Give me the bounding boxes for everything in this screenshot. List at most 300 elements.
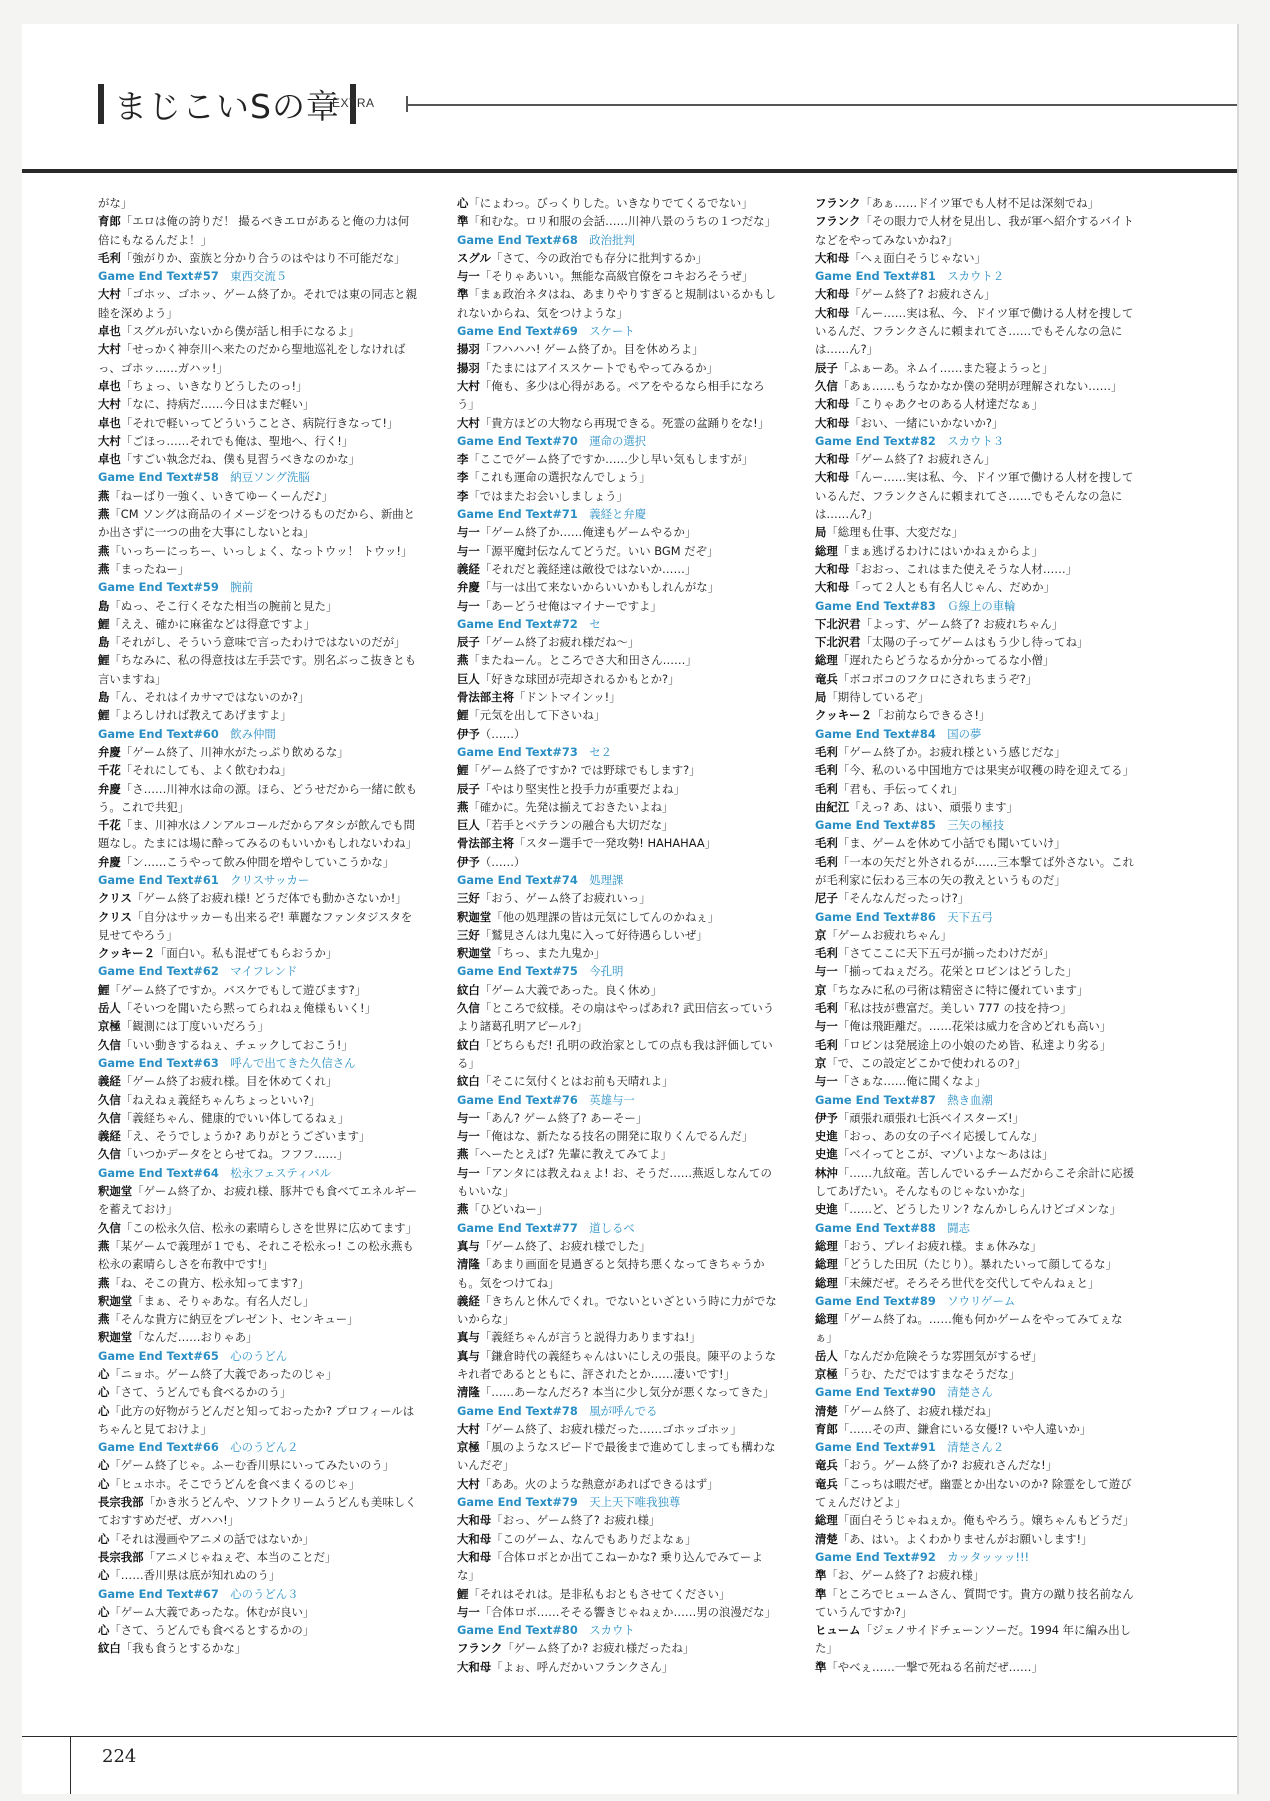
dialogue-line xyxy=(98,688,418,706)
dialogue-text: 「どうした田尻（たじり）。暴れたいって顔してるな」 xyxy=(837,1257,1117,1272)
speaker-name: 毛利 xyxy=(815,781,838,796)
speaker-name: 準 xyxy=(457,214,469,229)
dialogue-line xyxy=(815,1621,1135,1658)
speaker-name: 毛利 xyxy=(815,854,838,869)
dialogue-line xyxy=(98,1127,418,1145)
dialogue-text: 「揃ってねぇだろ。花栄とロビンはどうした」 xyxy=(837,964,1078,979)
heading-number: Game End Text#71 xyxy=(457,507,578,522)
dialogue-line xyxy=(815,1274,1135,1292)
dialogue-line xyxy=(98,432,418,450)
speaker-name: 鯉 xyxy=(98,616,110,631)
game-end-text-heading xyxy=(457,505,777,523)
speaker-name: 毛利 xyxy=(815,1037,838,1052)
heading-title: 今孔明 xyxy=(589,964,624,979)
dialogue-line xyxy=(98,1237,418,1274)
dialogue-text: 「なに、持病だ……今日はまだ軽い」 xyxy=(120,397,315,412)
dialogue-line xyxy=(98,1219,418,1237)
dialogue-line xyxy=(98,944,418,962)
dialogue-line xyxy=(815,798,1135,816)
speaker-name: 巨人 xyxy=(457,818,480,833)
game-end-text-heading xyxy=(457,1621,777,1639)
game-end-text-heading xyxy=(98,1347,418,1365)
speaker-name: 燕 xyxy=(457,799,469,814)
dialogue-text: 「ねえねぇ義経ちゃんちょっといい?」 xyxy=(120,1092,321,1107)
speaker-name: 育郎 xyxy=(815,1421,838,1436)
dialogue-text: 「こりゃあクセのある人材達だなぁ」 xyxy=(849,397,1043,412)
dialogue-text: 「ぬっ、そこ行くそなた相当の腕前と見た」 xyxy=(109,598,338,613)
dialogue-line xyxy=(457,414,777,432)
heading-title: マイフレンド xyxy=(230,964,298,979)
speaker-name: フランク xyxy=(457,1641,503,1656)
game-end-text-heading xyxy=(815,1219,1135,1237)
dialogue-text: 「頑張れ頑張れ七浜ベイスターズ!」 xyxy=(837,1110,1024,1125)
speaker-name: 弁慶 xyxy=(457,580,480,595)
speaker-name: 辰子 xyxy=(457,781,480,796)
speaker-name: 骨法部主将 xyxy=(457,836,514,851)
dialogue-line xyxy=(815,1347,1135,1365)
dialogue-text: 「自分はサッカーも出来るぞ! 華麗なファンタジスタを見せてやろう」 xyxy=(98,909,413,942)
dialogue-text: 「ゲーム終了じゃ。ふーむ香川県にいってみたいのう」 xyxy=(109,1458,395,1473)
dialogue-text: 「ジェノサイドチェーンソーだ。1994 年に編み出した」 xyxy=(815,1623,1132,1656)
dialogue-text: 「そりゃあいい。無能な高級官僚をコキおろそうぜ」 xyxy=(479,269,754,284)
dialogue-text: 「さてここに天下五弓が揃ったわけだが」 xyxy=(837,946,1055,961)
dialogue-text: 「それだと義経達は敵役ではないか……」 xyxy=(479,561,697,576)
dialogue-line xyxy=(98,285,418,322)
game-end-text-heading xyxy=(457,743,777,761)
heading-number: Game End Text#58 xyxy=(98,470,219,485)
dialogue-line xyxy=(98,1017,418,1035)
heading-number: Game End Text#86 xyxy=(815,909,936,924)
dialogue-line xyxy=(815,1054,1135,1072)
dialogue-line xyxy=(98,322,418,340)
dialogue-line xyxy=(98,450,418,468)
dialogue-text: 「……ど、どうしたリン? なんかしらんけどゴメンな」 xyxy=(837,1202,1121,1217)
game-end-text-heading xyxy=(98,578,418,596)
dialogue-text: 「あーどうせ俺はマイナーですよ」 xyxy=(479,598,662,613)
speaker-name: 大和母 xyxy=(815,415,850,430)
heading-number: Game End Text#61 xyxy=(98,872,219,887)
heading-title: 義経と弁慶 xyxy=(589,507,647,522)
heading-number: Game End Text#67 xyxy=(98,1586,219,1601)
dialogue-line xyxy=(815,999,1135,1017)
speaker-name: 燕 xyxy=(98,561,110,576)
speaker-name: 弁慶 xyxy=(98,854,121,869)
speaker-name: 清隆 xyxy=(457,1257,480,1272)
speaker-name: 三好 xyxy=(457,927,480,942)
dialogue-text: 「義経ちゃん、健康的でいい体してるねぇ」 xyxy=(120,1110,350,1125)
game-end-text-heading xyxy=(457,871,777,889)
dialogue-line xyxy=(457,1658,777,1676)
dialogue-text: 「その眼力で人材を見出し、我が軍へ紹介するバイトなどをやってみないかね?」 xyxy=(815,214,1134,247)
dialogue-text: 「ドントマインッ!」 xyxy=(513,690,621,705)
speaker-name: 与一 xyxy=(815,964,838,979)
heading-title: スカウト３ xyxy=(947,433,1005,448)
dialogue-text: 「面白い。私も混ぜてもらおうか」 xyxy=(154,946,338,961)
speaker-name: 与一 xyxy=(457,598,480,613)
dialogue-text: 「それは漫画やアニメの話ではないか」 xyxy=(109,1531,314,1546)
heading-title: スカウト xyxy=(589,1623,635,1638)
dialogue-text: 「ちょっ、いきなりどうしたのっ!」 xyxy=(120,378,308,393)
speaker-name: 京極 xyxy=(457,1440,480,1455)
dialogue-text: 「ゲーム終了、お疲れ様でした」 xyxy=(479,1238,651,1253)
speaker-name: 卓也 xyxy=(98,452,121,467)
dialogue-line xyxy=(815,1365,1135,1383)
dialogue-line xyxy=(98,1109,418,1127)
dialogue-line xyxy=(98,414,418,432)
speaker-name: 心 xyxy=(457,196,469,210)
dialogue-text: 「ん、それはイカサマではないのか?」 xyxy=(109,690,310,705)
speaker-name: 総理 xyxy=(815,1275,838,1290)
column-1 xyxy=(98,194,418,1658)
dialogue-line xyxy=(98,1182,418,1219)
dialogue-text: 「にょわっ。びっくりした。いきなりでてくるでない」 xyxy=(468,196,753,210)
dialogue-text: 「ゲーム終了ですか? では野球でもします?」 xyxy=(468,763,701,778)
dialogue-line xyxy=(815,1237,1135,1255)
heading-title: スカウト２ xyxy=(947,269,1005,284)
dialogue-line xyxy=(815,962,1135,980)
speaker-name: 燕 xyxy=(457,653,469,668)
dialogue-text: 「そこに気付くとはお前も天晴れよ」 xyxy=(479,1074,674,1089)
dialogue-line xyxy=(98,1274,418,1292)
dialogue-text: 「なんだか危険そうな雰囲気がするぜ」 xyxy=(837,1348,1043,1363)
speaker-name: 与一 xyxy=(457,543,480,558)
dialogue-text: 「おおっ、これはまた使えそうな人材……」 xyxy=(849,561,1078,576)
dialogue-line xyxy=(457,651,777,669)
speaker-name: 大和母 xyxy=(815,397,850,412)
speaker-name: 釈迦堂 xyxy=(98,1184,133,1199)
speaker-name: 毛利 xyxy=(815,946,838,961)
dialogue-text: 「風のようなスピードで最後まで進めてしまっても構わないんだぞ」 xyxy=(457,1440,776,1473)
speaker-name: 清楚 xyxy=(815,1403,838,1418)
dialogue-line xyxy=(98,1145,418,1163)
dialogue-text: 「それがし、そういう意味で言ったわけではないのだが」 xyxy=(109,635,406,650)
dialogue-line xyxy=(815,1511,1135,1529)
speaker-name: 京 xyxy=(815,1055,827,1070)
speaker-name: 卓也 xyxy=(98,415,121,430)
dialogue-text: 「与一は出て来ないからいいかもしれんがな」 xyxy=(479,580,720,595)
speaker-name: 心 xyxy=(98,1476,110,1491)
dialogue-text: 「フハハハ! ゲーム終了か。目を休めろよ」 xyxy=(479,342,704,357)
heading-title: 処理課 xyxy=(589,872,624,887)
dialogue-line xyxy=(98,1456,418,1474)
heading-number: Game End Text#82 xyxy=(815,433,936,448)
dialogue-text: 「源平魔封伝なんてどうだ。いい BGM だぞ」 xyxy=(479,543,719,558)
dialogue-text: 「この松永久信、松永の素晴らしさを世界に広めてます」 xyxy=(120,1220,417,1235)
dialogue-text: 「ゲーム終了か。お疲れ様という感じだな」 xyxy=(837,744,1066,759)
dialogue-line xyxy=(457,1292,777,1329)
dialogue-text: 「さぁな……俺に聞くなよ」 xyxy=(837,1074,986,1089)
dialogue-text: 「若手とベテランの融合も大切だな」 xyxy=(479,818,674,833)
dialogue-text: 「一本の矢だと外されるが……三本撃てば外さない。これが毛利家に伝わる三本の矢の教えというものだ」 xyxy=(815,854,1134,887)
dialogue-text: 「たまにはアイススケートでもやってみるか」 xyxy=(479,360,718,375)
dialogue-text: 「ね、そこの貴方、松永知ってます?」 xyxy=(109,1275,310,1290)
dialogue-line xyxy=(457,377,777,414)
heading-number: Game End Text#76 xyxy=(457,1092,578,1107)
dialogue-text: 「俺も、多少は心得がある。ペアをやるなら相手になろう」 xyxy=(457,378,765,412)
game-end-text-heading xyxy=(815,816,1135,834)
speaker-name: 大和母 xyxy=(457,1531,492,1546)
dialogue-text: 「やはり堅実性と投手力が重要だよね」 xyxy=(479,781,685,796)
speaker-name: 巨人 xyxy=(457,671,480,686)
heading-number: Game End Text#84 xyxy=(815,726,936,741)
heading-title: セ２ xyxy=(589,744,612,759)
speaker-name: 下北沢君 xyxy=(815,616,861,631)
dialogue-text: 「ごほっ……それでも俺は、聖地へ、行く!」 xyxy=(120,433,354,448)
speaker-name: 鯉 xyxy=(457,708,469,723)
dialogue-line xyxy=(815,889,1135,907)
game-end-text-heading xyxy=(457,1091,777,1109)
dialogue-line xyxy=(815,615,1135,633)
dialogue-line xyxy=(815,981,1135,999)
dialogue-line xyxy=(98,487,418,505)
dialogue-text: 「合体ロボとか出てこねーかな? 乗り込んでみてーよな」 xyxy=(457,1549,763,1583)
dialogue-text: 「んー……実は私、今、ドイツ軍で働ける人材を捜しているんだ、フランクさんに頼まれてさ……でもそんなの急には……ん?」 xyxy=(815,305,1134,357)
dialogue-text: 「ま、ゲームを休めて小話でも聞いていけ」 xyxy=(837,836,1066,851)
dialogue-text: 「まぁ政治ネタはね、あまりやりすぎると規制はいるかもしれないからね、気をつけような」 xyxy=(457,287,776,320)
dialogue-text: （……） xyxy=(479,726,526,741)
dialogue-text: 「どちらもだ! 孔明の政治家としての点も我は評価している」 xyxy=(457,1037,773,1070)
heading-title: 闘志 xyxy=(947,1220,970,1235)
dialogue-text: 「CM ソングは商品のイメージをつけるものだから、新曲とか出さずに一つの曲を大事にしないとね」 xyxy=(98,507,416,540)
speaker-name: 大和母 xyxy=(457,1513,492,1528)
dialogue-text: 「なんだ……おりゃあ」 xyxy=(132,1330,258,1345)
dialogue-text: 「ひどいねー」 xyxy=(468,1202,549,1217)
dialogue-text: 「面白そうじゃねぇか。俺もやろう。嬢ちゃんもどうだ」 xyxy=(837,1513,1134,1528)
dialogue-text: 「ちなみに私の弓術は精密さに特に優れています」 xyxy=(826,982,1089,997)
dialogue-text: 「ねーばり一強く、いきてゆーくーんだ♪」 xyxy=(109,488,333,503)
speaker-name: 与一 xyxy=(457,1165,480,1180)
dialogue-text: 「そいつを聞いたら黙ってられねぇ俺様もいく!」 xyxy=(120,1001,376,1016)
dialogue-line xyxy=(98,889,418,907)
dialogue-text: 「まったねー」 xyxy=(109,561,190,576)
speaker-name: 京 xyxy=(815,982,827,997)
speaker-name: 総理 xyxy=(815,543,838,558)
speaker-name: 大村 xyxy=(98,287,121,302)
speaker-name: クッキー２ xyxy=(815,708,872,723)
dialogue-line xyxy=(457,450,777,468)
speaker-name: 与一 xyxy=(457,1110,480,1125)
dialogue-line xyxy=(457,908,777,926)
speaker-name: 心 xyxy=(98,1385,110,1400)
dialogue-line xyxy=(815,359,1135,377)
speaker-name: 史進 xyxy=(815,1129,838,1144)
dialogue-text: 「期待しているぞ」 xyxy=(826,690,929,705)
dialogue-line xyxy=(457,1200,777,1218)
dialogue-line xyxy=(815,853,1135,890)
dialogue-line xyxy=(457,1420,777,1438)
heading-number: Game End Text#68 xyxy=(457,232,578,247)
speaker-name: 千花 xyxy=(98,818,121,833)
dialogue-line xyxy=(457,999,777,1036)
text-columns xyxy=(22,194,1237,1684)
dialogue-line xyxy=(98,1091,418,1109)
speaker-name: 三好 xyxy=(457,891,480,906)
dialogue-line xyxy=(457,359,777,377)
dialogue-line xyxy=(815,1530,1135,1548)
heading-number: Game End Text#88 xyxy=(815,1220,936,1235)
dialogue-text: 「すごい執念だね、僕も見習うべきなのかな」 xyxy=(120,452,361,467)
dialogue-line xyxy=(815,633,1135,651)
game-end-text-heading xyxy=(457,962,777,980)
speaker-name: 釈迦堂 xyxy=(457,946,492,961)
game-end-text-heading xyxy=(815,432,1135,450)
dialogue-text: 「んー……実は私、今、ドイツ軍で働ける人材を捜しているんだ、フランクさんに頼まれてさ……でもそんなの急には……ん?」 xyxy=(815,470,1134,522)
speaker-name: 久信 xyxy=(815,378,838,393)
dialogue-line xyxy=(457,1475,777,1493)
dialogue-line xyxy=(815,1127,1135,1145)
speaker-name: 総理 xyxy=(815,1257,838,1272)
dialogue-text: 「元気を出して下さいね」 xyxy=(468,708,606,723)
speaker-name: 李 xyxy=(457,452,469,467)
dialogue-line xyxy=(815,1456,1135,1474)
dialogue-line xyxy=(98,1566,418,1584)
speaker-name: 鯉 xyxy=(98,708,110,723)
speaker-name: 毛利 xyxy=(815,763,838,778)
heading-title: 心のうどん２ xyxy=(230,1440,299,1455)
speaker-name: 大和母 xyxy=(815,561,850,576)
dialogue-text: 「ゲーム終了ね。……俺も何かゲームをやってみてぇなぁ」 xyxy=(815,1312,1123,1345)
dialogue-text: がな」 xyxy=(98,196,133,210)
speaker-name: 骨法部主将 xyxy=(457,690,514,705)
dialogue-line xyxy=(815,468,1135,523)
document-page xyxy=(22,24,1239,1794)
dialogue-text: 「よろしければ教えてあげますよ」 xyxy=(109,708,292,723)
dialogue-text: 「ちっ、また九鬼か」 xyxy=(491,946,606,961)
dialogue-line xyxy=(457,523,777,541)
dialogue-text: 「ヒュホホ。そこでうどんを食べまくるのじゃ」 xyxy=(109,1476,361,1491)
speaker-name: 李 xyxy=(457,488,469,503)
heading-title: 清楚さん２ xyxy=(947,1440,1005,1455)
speaker-name: 心 xyxy=(98,1458,110,1473)
speaker-name: フランク xyxy=(815,214,861,229)
dialogue-line xyxy=(457,1639,777,1657)
dialogue-line xyxy=(815,1566,1135,1584)
speaker-name: 真与 xyxy=(457,1238,480,1253)
dialogue-line xyxy=(815,780,1135,798)
dialogue-text: 「ゲーム大義であったな。休むが良い」 xyxy=(109,1604,315,1619)
dialogue-line xyxy=(457,1072,777,1090)
dialogue-line xyxy=(815,304,1135,359)
game-end-text-heading xyxy=(98,871,418,889)
speaker-name: 久信 xyxy=(98,1110,121,1125)
dialogue-text: 「ふぁーあ。ネムイ……また寝ようっと」 xyxy=(837,360,1054,375)
dialogue-line xyxy=(457,889,777,907)
speaker-name: 京極 xyxy=(98,1019,121,1034)
speaker-name: 義経 xyxy=(457,1293,480,1308)
dialogue-text: 「今、私のいる中国地方では果実が収穫の時を迎えてる」 xyxy=(837,763,1134,778)
heading-number: Game End Text#64 xyxy=(98,1165,219,1180)
dialogue-text: 「ゲーム終了お疲れ様だね～」 xyxy=(479,635,640,650)
dialogue-line xyxy=(815,1658,1135,1676)
heading-number: Game End Text#65 xyxy=(98,1348,219,1363)
dialogue-line xyxy=(457,1585,777,1603)
dialogue-line xyxy=(815,706,1135,724)
speaker-name: 毛利 xyxy=(815,744,838,759)
dialogue-line xyxy=(815,1200,1135,1218)
speaker-name: 心 xyxy=(98,1531,110,1546)
dialogue-text: 「此方の好物がうどんだと知っておったか? プロフィールはちゃんと見ておけよ」 xyxy=(98,1403,415,1436)
dialogue-line xyxy=(457,1255,777,1292)
heading-number: Game End Text#69 xyxy=(457,324,578,339)
speaker-name: スグル xyxy=(457,250,491,265)
speaker-name: 島 xyxy=(98,598,110,613)
dialogue-line xyxy=(457,1036,777,1073)
dialogue-text: 「アニメじゃねぇぞ、本当のことだ」 xyxy=(143,1549,337,1564)
game-end-text-heading xyxy=(457,322,777,340)
dialogue-line xyxy=(457,249,777,267)
heading-title: 呼んで出てきた久信さん xyxy=(230,1055,356,1070)
heading-title: スケート xyxy=(589,324,635,339)
dialogue-line xyxy=(457,597,777,615)
dialogue-text: 「ところで紋様。その扇はやっぱあれ? 武田信玄っていうより諸葛孔明アピール?」 xyxy=(457,1001,775,1034)
heading-title: 心のうどん xyxy=(230,1348,288,1363)
dialogue-text: 「お、ゲーム終了? お疲れ様」 xyxy=(826,1568,985,1583)
dialogue-text: 「ま、川神水はノンアルコールだからアタシが飲んでも問題なし。たまには場に酔ってみるのもいいかもしれないわね」 xyxy=(98,818,417,851)
heading-number: Game End Text#75 xyxy=(457,964,578,979)
speaker-name: 久信 xyxy=(98,1147,121,1162)
dialogue-line xyxy=(815,1585,1135,1622)
speaker-name: 京 xyxy=(815,927,827,942)
speaker-name: 伊予 xyxy=(815,1110,838,1125)
speaker-name: クッキー２ xyxy=(98,946,155,961)
speaker-name: 毛利 xyxy=(815,1001,838,1016)
speaker-name: 大村 xyxy=(457,1476,480,1491)
speaker-name: 伊予 xyxy=(457,854,480,869)
heading-number: Game End Text#70 xyxy=(457,433,578,448)
heading-number: Game End Text#80 xyxy=(457,1623,578,1638)
dialogue-text: 「ベイってとこが、マゾいよな～あはは」 xyxy=(837,1147,1054,1162)
speaker-name: ヒューム xyxy=(815,1623,861,1638)
speaker-name: 与一 xyxy=(815,1074,838,1089)
dialogue-line xyxy=(98,615,418,633)
dialogue-text: 「まぁ、そりゃあな。有名人だし」 xyxy=(132,1293,315,1308)
dialogue-line xyxy=(98,597,418,615)
dialogue-text: 「ン……こうやって飲み仲間を増やしていこうかな」 xyxy=(120,854,395,869)
dialogue-text: 「えっ? あ、はい、頑張ります」 xyxy=(849,799,1018,814)
speaker-name: 燕 xyxy=(457,1147,469,1162)
speaker-name: 与一 xyxy=(457,1129,480,1144)
dialogue-line xyxy=(457,926,777,944)
speaker-name: 毛利 xyxy=(98,250,121,265)
dialogue-line xyxy=(815,212,1135,249)
speaker-name: 与一 xyxy=(457,1604,480,1619)
dialogue-line xyxy=(98,1310,418,1328)
dialogue-line xyxy=(457,780,777,798)
dialogue-text: 「あぁ……もうなかなか僕の発明が理解されない……」 xyxy=(837,378,1123,393)
dialogue-line xyxy=(815,1402,1135,1420)
heading-title: 道しるべ xyxy=(589,1220,635,1235)
speaker-name: 大和母 xyxy=(815,580,850,595)
dialogue-text: 「ゴホッ、ゴホッ、ゲーム終了か。それでは東の同志と親睦を深めよう」 xyxy=(98,287,417,320)
dialogue-line xyxy=(98,908,418,945)
speaker-name: 鯉 xyxy=(457,1586,469,1601)
dialogue-line xyxy=(457,1237,777,1255)
dialogue-line xyxy=(457,267,777,285)
speaker-name: 与一 xyxy=(457,525,480,540)
dialogue-text: 「俺は飛距離だ。……花栄は威力を含めどれも高い」 xyxy=(837,1019,1112,1034)
dialogue-text: 「……九紋竜。苦しんでいるチームだからこそ余計に応援してあげたい。そんなものじゃないかな」 xyxy=(815,1165,1134,1199)
dialogue-line xyxy=(98,560,418,578)
dialogue-text: 「へぇ面白そうじゃない」 xyxy=(849,250,986,265)
dialogue-text: 「さて、うどんでも食べるかのう」 xyxy=(109,1385,292,1400)
dialogue-text: 「スグルがいないから僕が話し相手になるよ」 xyxy=(120,324,360,339)
dialogue-text: 「好きな球団が売却されるかもとか?」 xyxy=(479,671,680,686)
speaker-name: 準 xyxy=(457,287,469,302)
dialogue-line xyxy=(815,194,1135,212)
heading-number: Game End Text#73 xyxy=(457,744,578,759)
dialogue-text: 「ゲーム終了か……俺達もゲームやるか」 xyxy=(479,525,697,540)
speaker-name: 真与 xyxy=(457,1330,480,1345)
